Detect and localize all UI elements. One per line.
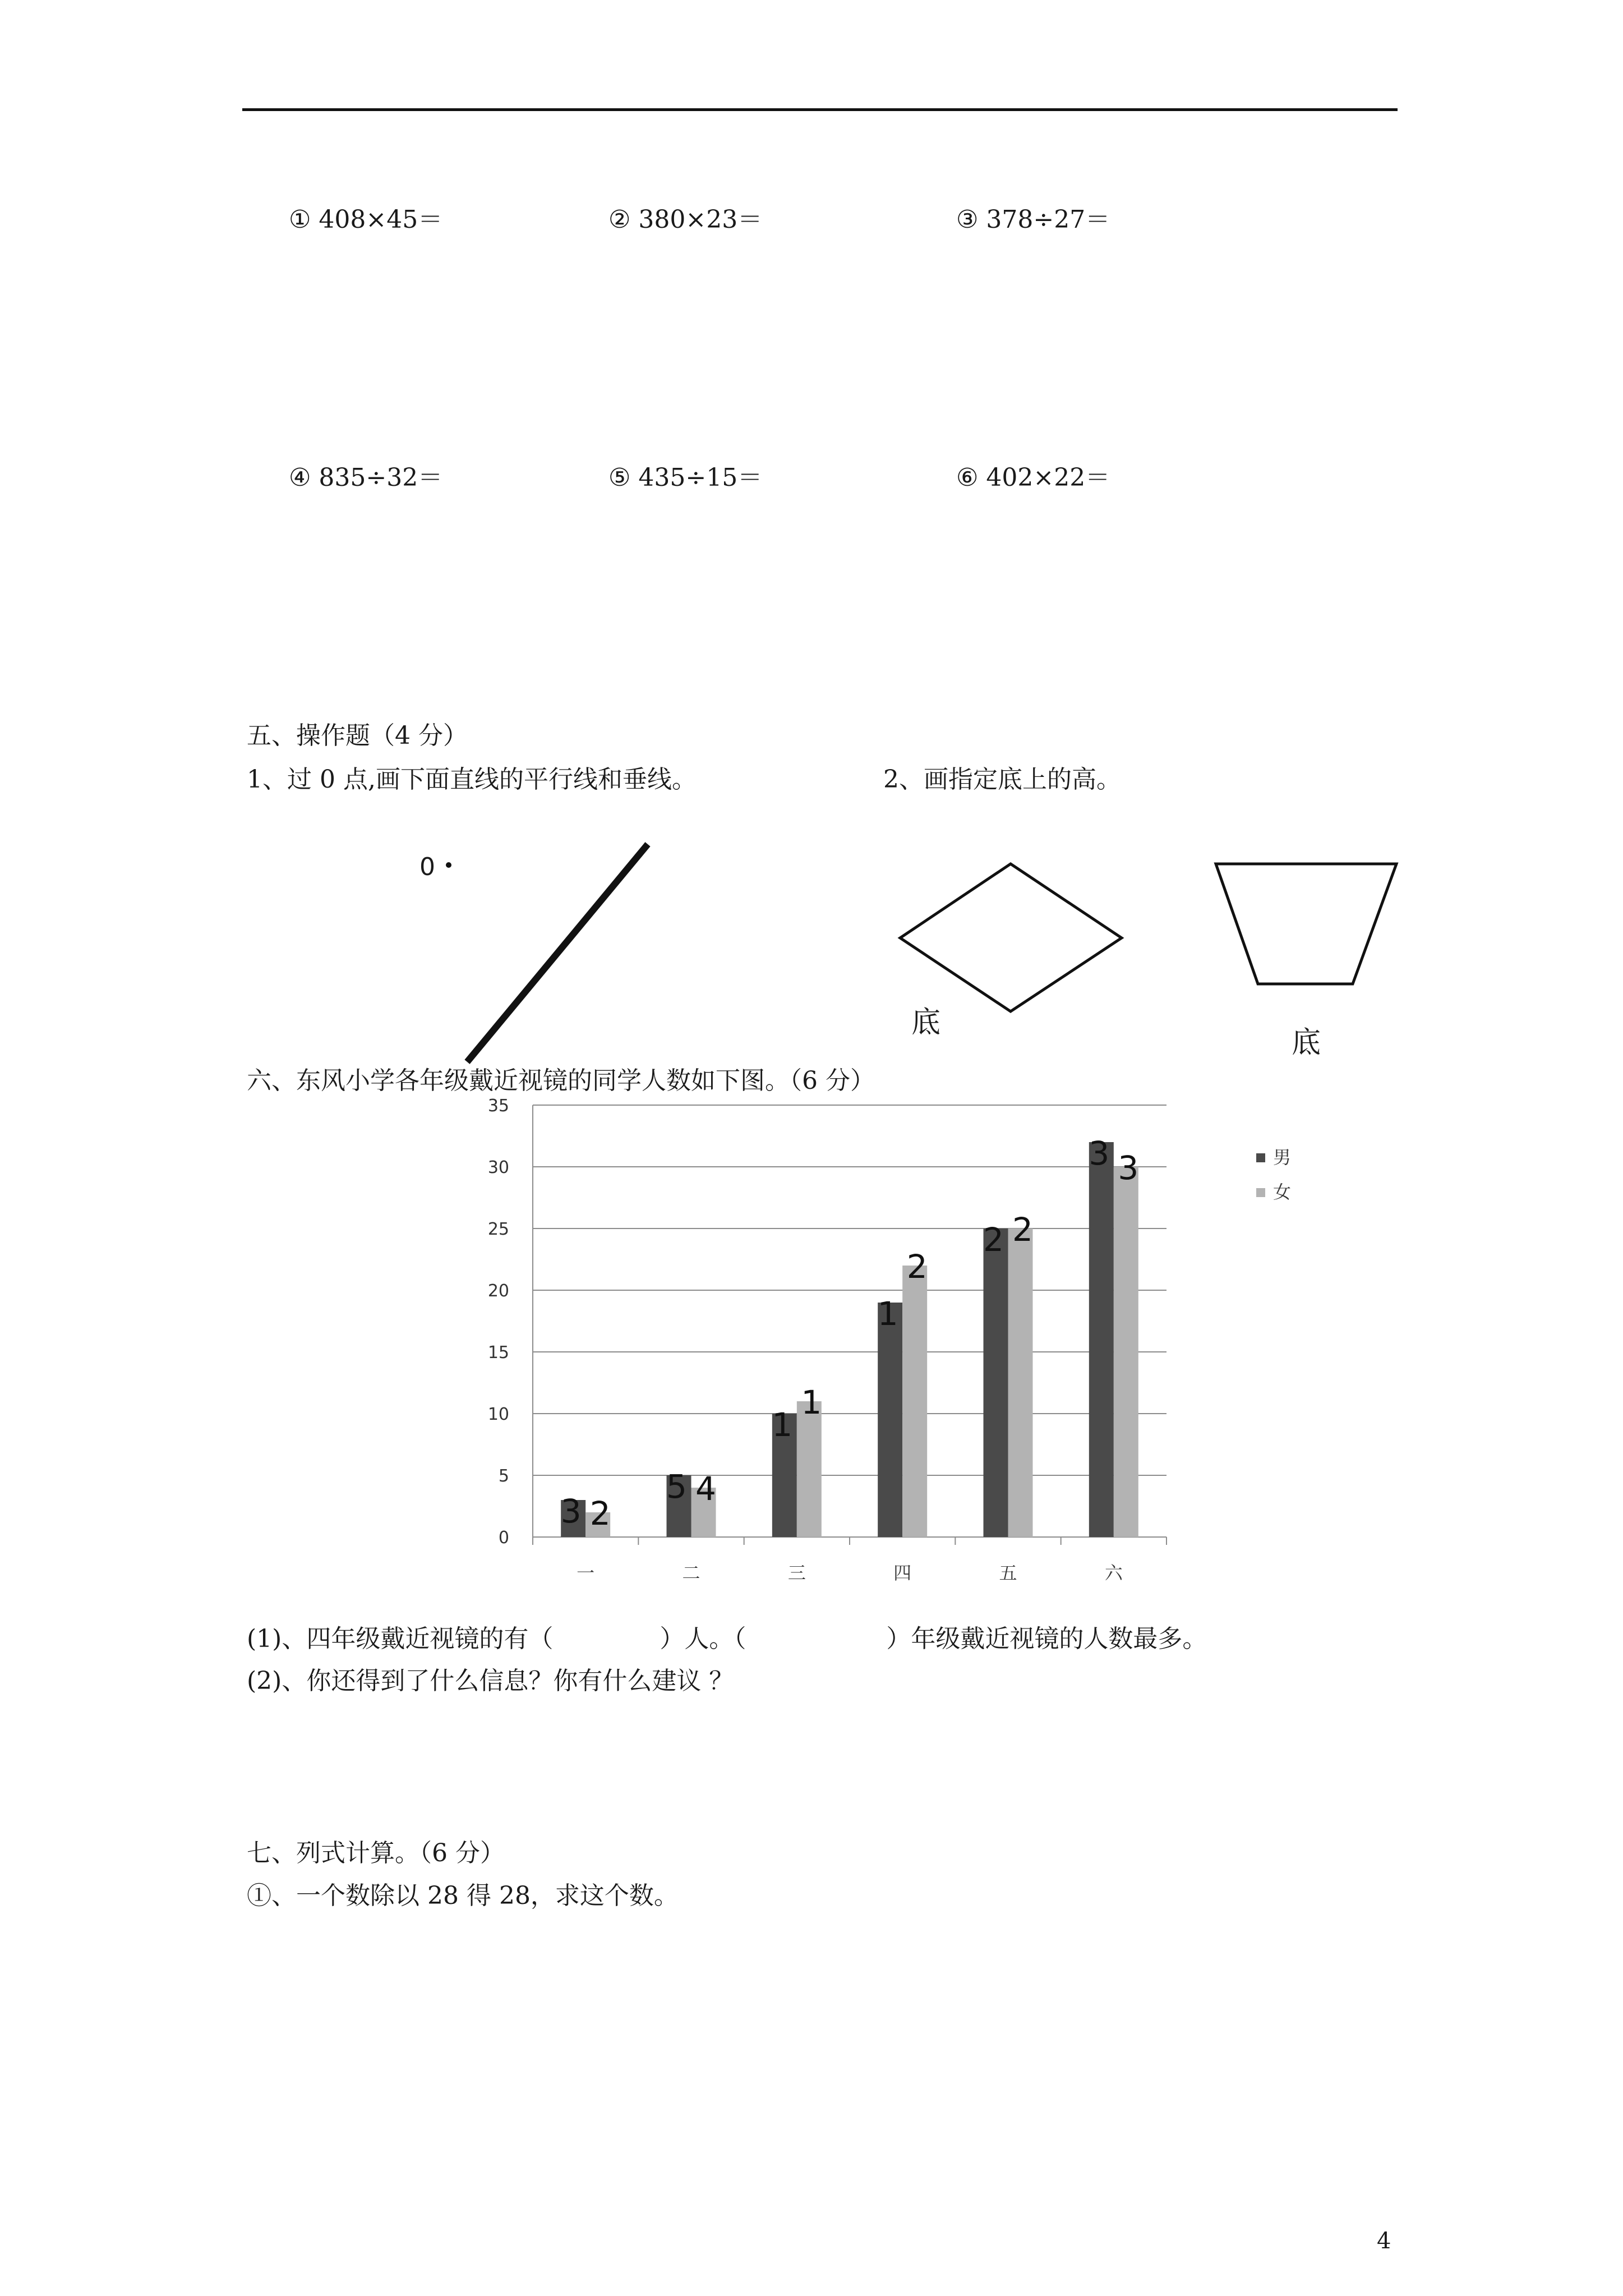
data-label: 2	[906, 1248, 928, 1286]
section5-figures	[0, 0, 1623, 1066]
data-label: 3	[1089, 1134, 1110, 1172]
section5-title: 五、操作题（4 分）	[247, 721, 468, 750]
data-label: 4	[695, 1470, 716, 1508]
myopia-bar-chart	[0, 1088, 1623, 1593]
section6-question-1	[247, 1627, 1207, 1651]
y-tick-label: 5	[498, 1466, 509, 1486]
data-label: 1	[801, 1383, 822, 1421]
bar	[1008, 1228, 1033, 1537]
legend-swatch	[1256, 1153, 1265, 1162]
y-tick-label: 30	[487, 1158, 509, 1177]
bar	[984, 1228, 1008, 1537]
legend-label: 男	[1273, 1147, 1292, 1168]
section7-question-1: ①、一个数除以 28 得 28，求这个数。	[247, 1881, 679, 1910]
section5-question-1: 1、过 0 点,画下面直线的平行线和垂线。	[247, 765, 697, 794]
data-label: 2	[983, 1221, 1004, 1259]
question-1-part-b: ）人。（	[660, 1625, 746, 1653]
x-tick-label: 一	[577, 1562, 595, 1584]
trapezoid-shape	[1216, 864, 1396, 984]
y-tick-label: 15	[487, 1343, 509, 1363]
calc-item-2: ② 380×23＝	[608, 205, 763, 234]
bar	[902, 1266, 927, 1537]
x-tick-label: 五	[999, 1562, 1017, 1584]
legend-swatch	[1256, 1188, 1265, 1197]
slanted-line	[467, 844, 648, 1062]
section6-title: 六、东风小学各年级戴近视镜的同学人数如下图。（6 分）	[247, 1066, 875, 1095]
y-tick-label: 25	[487, 1220, 509, 1239]
calc-item-6: ⑥ 402×22＝	[956, 463, 1110, 492]
y-tick-label: 0	[498, 1528, 509, 1548]
x-tick-label: 二	[682, 1562, 700, 1584]
bar	[797, 1401, 822, 1537]
x-tick-label: 三	[787, 1562, 806, 1584]
y-tick-label: 35	[487, 1096, 509, 1116]
data-label: 2	[589, 1494, 611, 1533]
section6-question-2: (2)、你还得到了什么信息？你有什么建议 ？	[247, 1667, 734, 1695]
calc-item-4: ④ 835÷32＝	[289, 463, 443, 492]
trapezoid-base-label: 底	[1292, 1026, 1321, 1060]
question-1-part-a: (1)、四年级戴近视镜的有（	[247, 1625, 554, 1653]
rhombus-base-label: 底	[911, 1006, 941, 1039]
question-1-part-c: ）年级戴近视镜的人数最多。	[886, 1625, 1207, 1653]
section5-question-2: 2、画指定底上的高。	[883, 765, 1121, 794]
data-label: 1	[772, 1406, 793, 1444]
bar	[1114, 1167, 1138, 1537]
legend-label: 女	[1273, 1181, 1292, 1203]
point-o-label: 0	[419, 853, 435, 881]
rhombus-shape	[900, 864, 1122, 1011]
calc-item-5: ⑤ 435÷15＝	[608, 463, 763, 492]
data-label: 2	[1012, 1211, 1033, 1249]
x-tick-label: 六	[1104, 1562, 1123, 1584]
bar	[878, 1303, 902, 1537]
y-tick-label: 20	[487, 1281, 509, 1301]
page-number: 4	[1377, 2228, 1391, 2254]
data-label: 3	[560, 1492, 582, 1530]
x-tick-label: 四	[893, 1562, 912, 1584]
bar	[1089, 1142, 1114, 1537]
data-label: 3	[1118, 1149, 1139, 1187]
point-o	[446, 862, 451, 868]
calc-item-3: ③ 378÷27＝	[956, 205, 1110, 234]
data-label: 1	[877, 1295, 898, 1333]
section7-title: 七、列式计算。（6 分）	[247, 1839, 505, 1867]
calc-item-1: ① 408×45＝	[289, 205, 443, 234]
y-tick-label: 10	[487, 1405, 509, 1424]
data-label: 5	[666, 1467, 687, 1506]
